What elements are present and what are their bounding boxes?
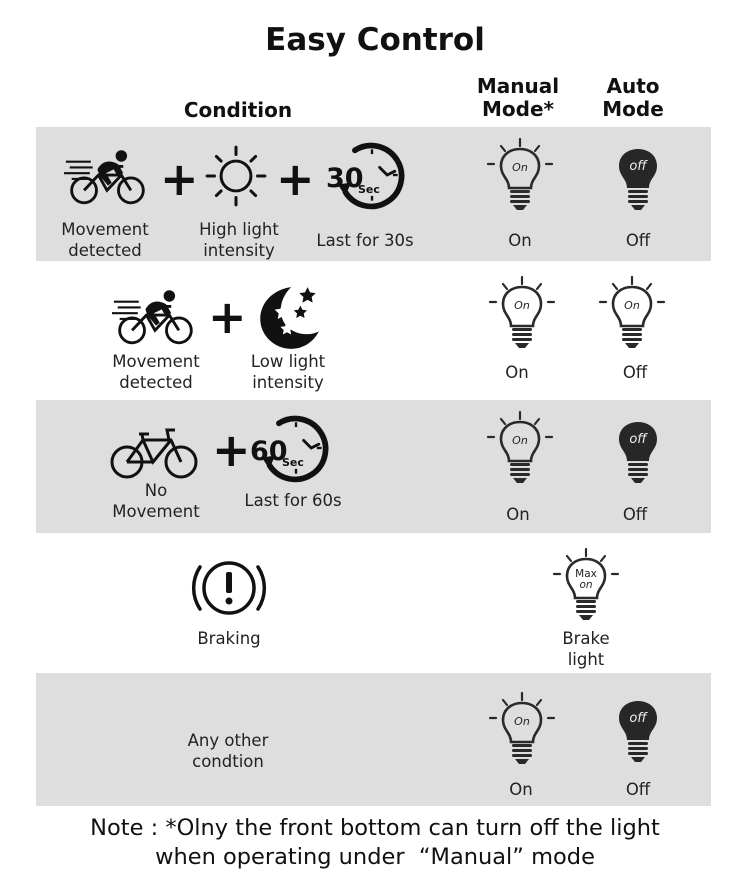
auto-state-label: Off <box>622 363 648 382</box>
timer-number: 60 <box>250 436 288 467</box>
row-any-other <box>36 673 711 806</box>
plus-sign: + <box>212 423 251 477</box>
timer-number: 30 <box>326 163 364 194</box>
label-movement-detected: Movement detected <box>112 352 200 392</box>
label-last-30s: Last for 30s <box>316 231 414 250</box>
svg-text:On: On <box>624 299 640 312</box>
page-title: Easy Control <box>265 22 485 58</box>
svg-text:off: off <box>629 711 647 726</box>
timer-30-icon <box>324 137 414 213</box>
manual-mode-header: Manual Mode* <box>476 74 560 121</box>
svg-text:On: On <box>514 715 530 728</box>
plus-sign: + <box>276 152 315 206</box>
cyclist-icon <box>64 147 150 207</box>
manual-state-label: On <box>505 363 529 382</box>
brake-warning-icon <box>186 553 272 623</box>
bicycle-icon <box>108 424 200 480</box>
label-no-movement: No Movement <box>112 481 200 521</box>
label-any-other-condition: Any other condtion <box>187 731 269 771</box>
svg-text:off: off <box>629 159 647 174</box>
manual-state-label: On <box>508 231 532 250</box>
note-line-2: when operating under “Manual” mode <box>155 844 595 870</box>
svg-text:off: off <box>629 432 647 447</box>
timer-unit: Sec <box>358 183 380 196</box>
row-braking <box>36 533 711 673</box>
label-movement-detected: Movement detected <box>61 220 149 260</box>
bulb-on-icon <box>482 275 562 355</box>
timer-unit: Sec <box>282 456 304 469</box>
note-line-1: Note : *Olny the front bottom can turn off the light <box>90 815 660 841</box>
bulb-off-icon <box>598 689 678 769</box>
svg-text:Max: Max <box>575 568 597 580</box>
bulb-on-icon <box>480 410 560 490</box>
auto-mode-header: Auto Mode <box>602 74 664 121</box>
auto-state-label: Off <box>622 505 648 524</box>
svg-text:On: On <box>514 299 530 312</box>
manual-state-label: On <box>509 780 533 799</box>
auto-state-label: Off <box>625 780 651 799</box>
svg-text:On: On <box>512 434 528 447</box>
row-movement-high-light <box>36 127 711 261</box>
auto-state-label: Off <box>625 231 651 250</box>
bulb-max-on-icon <box>546 547 626 627</box>
moon-stars-icon <box>252 281 324 353</box>
bulb-on-icon <box>592 275 672 355</box>
label-last-60s: Last for 60s <box>244 491 342 510</box>
manual-state-label: On <box>506 505 530 524</box>
bulb-on-icon <box>480 137 560 217</box>
timer-60-icon <box>246 410 338 486</box>
label-low-light: Low light intensity <box>250 352 326 392</box>
cyclist-icon <box>112 287 198 347</box>
label-high-light: High light intensity <box>199 220 279 260</box>
sun-icon <box>194 143 278 209</box>
condition-header: Condition <box>183 98 293 122</box>
svg-text:On: On <box>512 161 528 174</box>
label-braking: Braking <box>197 629 261 648</box>
svg-text:on: on <box>579 579 593 591</box>
bulb-on-icon <box>482 691 562 771</box>
row-movement-low-light <box>36 261 711 400</box>
brake-light-label: Brake light <box>562 629 610 669</box>
bulb-off-icon <box>598 410 678 490</box>
bulb-off-icon <box>598 137 678 217</box>
plus-sign: + <box>160 152 199 206</box>
row-no-movement <box>36 400 711 533</box>
plus-sign: + <box>208 290 247 344</box>
